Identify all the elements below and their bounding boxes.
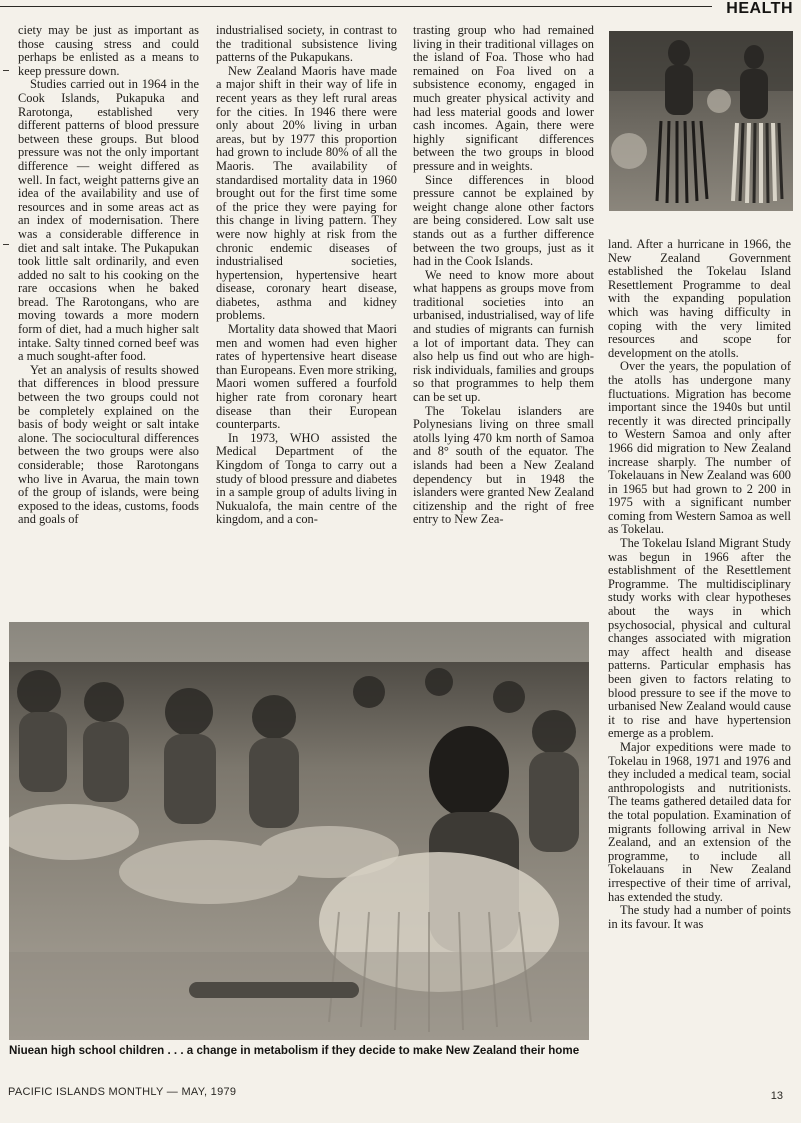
- paragraph: Major expeditions were made to Tokelau in 1968, 1971 and 1976 and they included a medical team, social anthropologists and nutritionists. The teams gathered detailed data for the total population. Examination of migrants following arrival in New Zealand, and an extension of the programme, to include all Tokelauans in New Zealand irrespective of their time of arrival, has extended the study.: [608, 739, 791, 904]
- paragraph: The Tokelau Island Migrant Study was begun in 1966 after the establishment of the Resettlement Programme. The multidisciplinary study works with clear hypotheses about the ways in which psychosocial, physical and cultural changes associated with migration may affect health and disease patterns. Particular emphasis has been given to factors relating to blood pressure to see if the move to urbanised New Zealand would cause it to rise and have hypertension emerge as a problem.: [608, 536, 791, 741]
- paragraph: land. After a hurricane in 1966, the New Zealand Government established the Tokelau Island Resettlement Programme to deal with the expanding population which was having difficulty in coping with the very limited resources and scope for development on the atolls.: [608, 238, 791, 360]
- paragraph: We need to know more about what happens as groups move from traditional societies into an urbanised, industrialised, way of life and studies of migrants can furnish a lot of important data. They can also help us find out who are high-risk individuals, families and groups so that programmes to help them can be set up.: [413, 267, 594, 405]
- paragraph: ciety may be just as important as those causing stress and could perhaps be enlisted as a means to keep pressure down.: [18, 24, 199, 78]
- dancers-photo-image: [609, 31, 793, 211]
- section-title: HEALTH: [726, 0, 793, 17]
- paragraph: In 1973, WHO assisted the Medical Department of the Kingdom of Tonga to carry out a study of blood pressure and diabetes in a sample group of adults living in Nukualofa, the main centre of the kingdom, and a con-: [216, 430, 397, 527]
- page-number: 13: [770, 1090, 783, 1102]
- paragraph: The study had a number of points in its favour. It was: [608, 903, 791, 931]
- paragraph: New Zealand Maoris have made a major shift in their way of life in recent years as they left rural areas for the cities. In 1946 there were only about 20% living in urban areas, but by 1977 this proportion had grown to include 80% of all the Maoris. The availability of standardised mortality data in 1960 brought out for the first time some of the price they were paying for this change in living pattern. They were now highly at risk from the chronic endemic diseases of industrialised societies, hypertension, hypertensive heart disease, coronary heart disease, diabetes, asthma and kidney problems.: [216, 63, 397, 323]
- article-column-1: [18, 24, 199, 616]
- paragraph: industrialised society, in contrast to the traditional subsistence living patterns of the Pukapukans.: [216, 24, 397, 65]
- paragraph: Over the years, the population of the atolls has undergone many fluctuations. Migration has become important since the 1940s but until recently it was directed principally to Western Samoa and only after 1966 did migration to New Zealand increase sharply. The number of Tokelauans in New Zealand was 600 in 1965 but had grown to 2 200 in 1975 with a significant number coming from Western Samoa as well as Tokelau.: [608, 359, 791, 537]
- paragraph: The Tokelau islanders are Polynesians living on three small atolls lying 470 km north of Samoa and 8° south of the equator. The islands had been a New Zealand dependency but in 1948 the islanders were granted New Zealand citizenship and the right of free entry to New Zea-: [413, 403, 594, 527]
- article-column-2: [216, 24, 397, 616]
- dancers-photo: [609, 31, 793, 211]
- children-photo: [9, 622, 589, 1040]
- children-photo-image: [9, 622, 589, 1040]
- publication-footer: PACIFIC ISLANDS MONTHLY — MAY, 1979: [8, 1086, 237, 1098]
- paragraph: Studies carried out in 1964 in the Cook Islands, Pukapuka and Rarotonga, established very different patterns of blood pressure between these groups. But blood pressure was not the only important difference — weight differed as well. In fact, weight patterns give an idea of the availability and use of resources and in some areas act as an index of modernisation. There was a considerable difference in diet and salt intake. The Pukapukan took little salt ordinarily, and even added no salt to his cooking on the rare occasions when he baked bread. The Rarotongans, who are moving towards a more modern form of diet, had a much higher salt intake. Salty tinned corned beef was a much sought-after food.: [18, 77, 199, 364]
- paragraph: Since differences in blood pressure cannot be explained by weight change alone other factors are being considered. Low salt use stands out as a further difference between the two groups, just as it had in the Cook Islands.: [413, 172, 594, 269]
- article-column-4: [608, 238, 791, 1080]
- paragraph: Mortality data showed that Maori men and women had even higher rates of hypertensive heart disease than Europeans. Even more striking, Maori women suffered a fourfold higher rate from coronary heart disease than their European counterparts.: [216, 322, 397, 432]
- margin-mark: [3, 70, 9, 71]
- header-rule: [0, 6, 712, 7]
- margin-mark: [3, 244, 9, 245]
- photo-caption: Niuean high school children . . . a change in metabolism if they decide to make New Zealand their home: [9, 1044, 580, 1057]
- article-column-3: [413, 24, 594, 616]
- paragraph: trasting group who had remained living in their traditional villages on the island of Foa. Those who had remained on Foa lived on a subsistence economy, engaged in much greater physical activity and had less material goods and lower cash incomes. Again, there were highly significant differences between the two groups in blood pressure and in weights.: [413, 24, 594, 173]
- paragraph: Yet an analysis of results showed that differences in blood pressure between the two groups could not be completely explained on the basis of body weight or salt intake alone. The sociocultural differences between the two groups were also considerable; those Rarotongans who live in Avarua, the main town of the group of islands, were being exposed to the ideas, customs, foods and goals of: [18, 362, 199, 527]
